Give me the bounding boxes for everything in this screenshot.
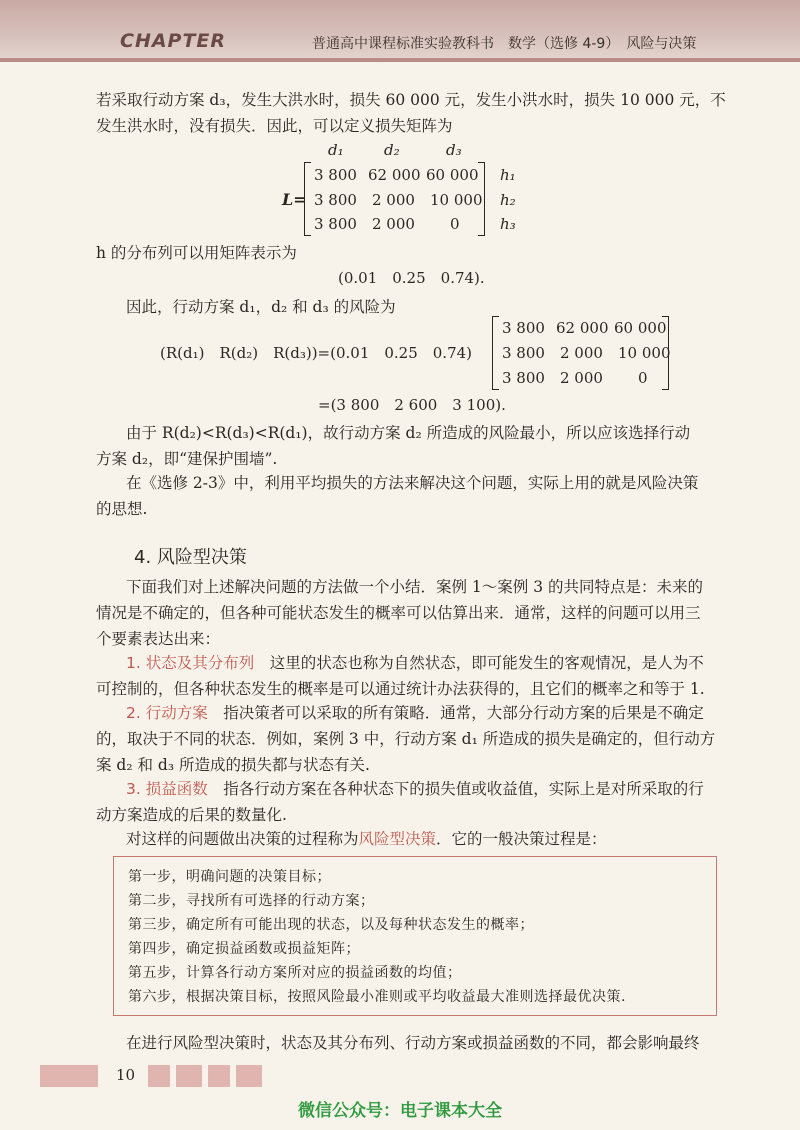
footer-bar: [236, 1065, 262, 1087]
step-6: 第六步，根据决策目标，按照风险最小准则或平均收益最大准则选择最优决策.: [128, 989, 626, 1005]
risk-left-bracket: [492, 316, 499, 390]
item3-text: 指各行动方案在各种状态下的损失值或收益值，实际上是对所采取的行: [207, 780, 704, 798]
risk-cell: 3 800: [502, 344, 545, 362]
item1-line2: 可控制的，但各种状态发生的概率是可以通过统计办法获得的，且它们的概率之和等于 1.: [96, 680, 705, 698]
risk-result: =(3 800 2 600 3 100).: [318, 396, 506, 414]
matrix-cell: 3 800: [314, 191, 357, 209]
footer-bar: [208, 1065, 230, 1087]
risk-lhs: (R(d₁) R(d₂) R(d₃))=(0.01 0.25 0.74): [160, 344, 473, 362]
para6-line3: 个要素表达出来：: [96, 630, 221, 648]
step-2: 第二步，寻找所有可选择的行动方案；: [128, 893, 375, 909]
para6-line1: 下面我们对上述解决问题的方法做一个小结．案例 1～案例 3 的共同特点是：未来的: [126, 578, 704, 596]
matrix-left-bracket: [304, 162, 311, 236]
footer-bar: [40, 1065, 98, 1087]
header-divider: [0, 58, 800, 62]
item3-term: 3. 损益函数: [126, 780, 208, 798]
para7-term: 风险型决策: [358, 830, 437, 848]
item2-line1: [126, 700, 704, 726]
footer-bar: [176, 1065, 202, 1087]
row-label-h1: h₁: [500, 166, 516, 184]
risk-cell: 2 000: [560, 344, 603, 362]
item3-line1: [126, 776, 704, 802]
step-3: 第三步，确定所有可能出现的状态，以及每种状态发生的概率；: [128, 917, 534, 933]
para7-pre: 对这样的问题做出决策的过程称为: [126, 830, 359, 848]
para4-line1: 由于 R(d₂)<R(d₃)<R(d₁)，故行动方案 d₂ 所造成的风险最小，所以应该选择行动: [126, 424, 691, 442]
risk-cell: 0: [638, 369, 648, 387]
step-4: 第四步，确定损益函数或损益矩阵；: [128, 941, 360, 957]
para4-line2: 方案 d₂，即“建保护围墙”.: [96, 450, 278, 468]
watermark: 微信公众号：电子课本大全: [298, 1101, 502, 1121]
step-5: 第五步，计算各行动方案所对应的损益函数的均值；: [128, 965, 462, 981]
matrix-col-d1: d₁: [328, 141, 344, 159]
row-label-h2: h₂: [500, 191, 516, 209]
matrix-cell: 2 000: [372, 191, 415, 209]
item1-text: 这里的状态也称为自然状态，即可能发生的客观情况，是人为不: [254, 654, 704, 672]
item2-line3: 案 d₂ 和 d₃ 所造成的损失都与状态有关.: [96, 756, 370, 774]
matrix-cell: 3 800: [314, 166, 357, 184]
matrix-cell: 10 000: [430, 191, 483, 209]
para2: h 的分布列可以用矩阵表示为: [96, 244, 297, 262]
para7-post: ．它的一般决策过程是：: [436, 830, 607, 848]
matrix-cell: 2 000: [372, 215, 415, 233]
footer-bar: [148, 1065, 170, 1087]
matrix-col-d3: d₃: [446, 141, 462, 159]
matrix-cell: 62 000: [368, 166, 421, 184]
para5-line2: 的思想.: [96, 500, 148, 518]
para1-line2: 发生洪水时，没有损失．因此，可以定义损失矩阵为: [96, 117, 453, 135]
risk-cell: 10 000: [618, 344, 671, 362]
step-1: 第一步，明确问题的决策目标；: [128, 869, 331, 885]
para1-line1: 若采取行动方案 d₃，发生大洪水时，损失 60 000 元，发生小洪水时，损失 10 000 元，不: [96, 91, 726, 109]
row-label-h3: h₃: [500, 215, 516, 233]
para3: 因此，行动方案 d₁，d₂ 和 d₃ 的风险为: [126, 298, 396, 316]
risk-cell: 60 000: [614, 319, 667, 337]
chapter-label: CHAPTER: [120, 30, 227, 52]
item2-term: 2. 行动方案: [126, 704, 208, 722]
matrix-cell: 3 800: [314, 215, 357, 233]
risk-cell: 62 000: [556, 319, 609, 337]
matrix-cell: 60 000: [426, 166, 479, 184]
para8: 在进行风险型决策时，状态及其分布列、行动方案或损益函数的不同，都会影响最终: [126, 1034, 700, 1052]
matrix-col-d2: d₂: [384, 141, 400, 159]
item1-term: 1. 状态及其分布列: [126, 654, 255, 672]
distribution-row: (0.01 0.25 0.74).: [338, 269, 485, 287]
risk-cell: 3 800: [502, 319, 545, 337]
matrix-cell: 0: [450, 215, 460, 233]
section-heading: 4. 风险型决策: [134, 547, 247, 568]
para5-line1: 在《选修 2-3》中，利用平均损失的方法来解决这个问题，实际上用的就是风险决策: [126, 474, 699, 492]
item2-text: 指决策者可以采取的所有策略．通常，大部分行动方案的后果是不确定: [207, 704, 704, 722]
para7: [126, 826, 607, 852]
risk-cell: 3 800: [502, 369, 545, 387]
risk-cell: 2 000: [560, 369, 603, 387]
para6-line2: 情况是不确定的，但各种可能状态发生的概率可以估算出来．通常，这样的问题可以用三: [96, 604, 701, 622]
page-number: 10: [116, 1066, 136, 1084]
matrix-label: L=: [282, 190, 307, 209]
item3-line2: 动方案造成的后果的数量化.: [96, 806, 287, 824]
item1-line1: [126, 650, 704, 676]
item2-line2: 的，取决于不同的状态．例如，案例 3 中，行动方案 d₁ 所造成的损失是确定的，但行动方: [96, 730, 716, 748]
book-title: 普通高中课程标准实验教科书 数学（选修 4-9） 风险与决策: [312, 36, 697, 52]
